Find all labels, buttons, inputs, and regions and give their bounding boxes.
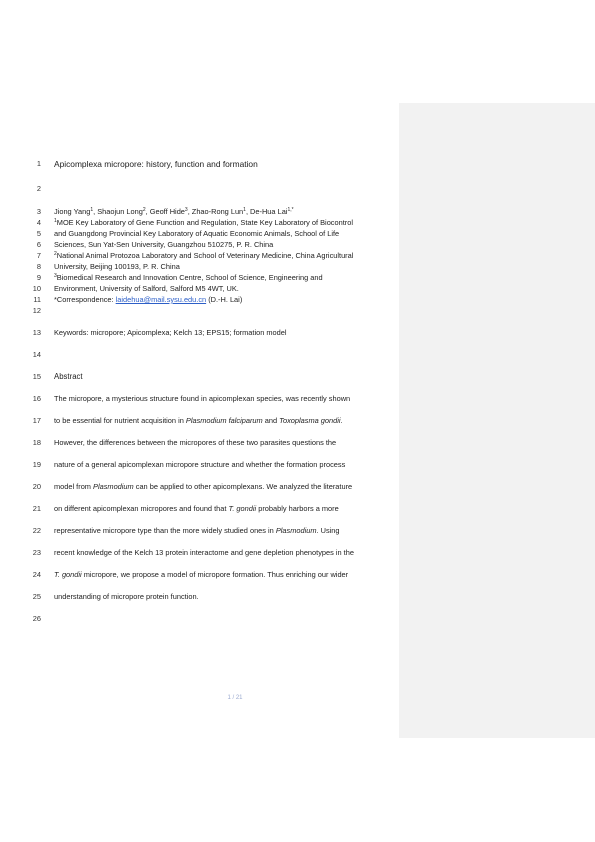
author-list: Jiong Yang$^1$, Shaojun Long$^2$, Geoff Hide$^3$, Zhao-Rong Lun$^1$, De-Hua Lai$^{1,*}$ — [54, 207, 294, 216]
line-number: 24 — [32, 570, 41, 579]
line-number: 16 — [32, 394, 41, 403]
affiliation-2: $^2$National Animal Protozoa Laboratory and School of Veterinary Medicine, China Agricultural — [54, 251, 354, 260]
line-number: 9 — [36, 273, 41, 282]
affiliation-1-cont: and Guangdong Provincial Key Laboratory of Aquatic Economic Animals, School of Life — [54, 229, 340, 238]
line-number: 8 — [36, 262, 41, 271]
abstract-line: nature of a general apicomplexan micropore structure and whether the formation process — [54, 460, 346, 469]
line-number: 15 — [32, 372, 41, 381]
line-number: 13 — [32, 328, 41, 337]
line-number: 14 — [32, 350, 41, 359]
correspondence: *Correspondence: laidehua@mail.sysu.edu.cn (D.-H. Lai) — [54, 295, 243, 304]
email-link[interactable]: laidehua@mail.sysu.edu.cn — [115, 295, 207, 304]
abstract-line: model from Plasmodium can be applied to other apicomplexans. We analyzed the literature — [54, 482, 353, 491]
line-number: 6 — [36, 240, 41, 249]
affiliation-1: $^1$MOE Key Laboratory of Gene Function and Regulation, State Key Laboratory of Biocontrol — [54, 218, 353, 227]
line-number: 26 — [32, 614, 41, 623]
line-number: 11 — [33, 295, 41, 304]
comment-margin-panel — [399, 103, 595, 738]
affiliation-1-cont: Sciences, Sun Yat-Sen University, Guangzhou 510275, P. R. China — [54, 240, 274, 249]
abstract-line: T. gondii micropore, we propose a model of micropore formation. Thus enriching our wider — [54, 570, 349, 579]
affiliation-3-cont: Environment, University of Salford, Salford M5 4WT, UK. — [54, 284, 239, 293]
line-number: 1 — [36, 159, 41, 168]
abstract-line: recent knowledge of the Kelch 13 protein interactome and gene depletion phenotypes in the — [54, 548, 354, 557]
line-number: 2 — [36, 184, 41, 193]
line-number: 3 — [36, 207, 41, 216]
abstract-line: understanding of micropore protein function. — [54, 592, 199, 601]
line-number: 25 — [32, 592, 41, 601]
line-number: 19 — [32, 460, 41, 469]
line-number: 22 — [32, 526, 41, 535]
abstract-heading: Abstract — [54, 372, 83, 381]
line-number: 20 — [32, 482, 41, 491]
abstract-line: The micropore, a mysterious structure found in apicomplexan species, was recently shown — [54, 394, 351, 403]
line-number: 18 — [32, 438, 41, 447]
line-number: 17 — [32, 416, 41, 425]
affiliation-2-cont: University, Beijing 100193, P. R. China — [54, 262, 180, 271]
abstract-line: to be essential for nutrient acquisition in Plasmodium falciparum and Toxoplasma gondii. — [54, 416, 343, 425]
line-number: 7 — [36, 251, 41, 260]
affiliation-3: $^3$Biomedical Research and Innovation Centre, School of Science, Engineering and — [54, 273, 323, 282]
keywords: Keywords: micropore; Apicomplexa; Kelch 13; EPS15; formation model — [54, 328, 287, 337]
abstract-line: on different apicomplexan micropores and found that T. gondii probably harbors a more — [54, 504, 339, 513]
line-number: 4 — [36, 218, 41, 227]
line-number: 5 — [36, 229, 41, 238]
abstract-line: representative micropore type than the more widely studied ones in Plasmodium. Using — [54, 526, 340, 535]
abstract-line: However, the differences between the micropores of these two parasites questions the — [54, 438, 337, 447]
line-number: 12 — [32, 306, 41, 315]
page-number: 1 / 21 — [227, 695, 243, 701]
line-number: 21 — [32, 504, 41, 513]
paper-title: Apicomplexa micropore: history, function and formation — [54, 159, 258, 169]
line-number: 23 — [32, 548, 41, 557]
line-number: 10 — [32, 284, 41, 293]
